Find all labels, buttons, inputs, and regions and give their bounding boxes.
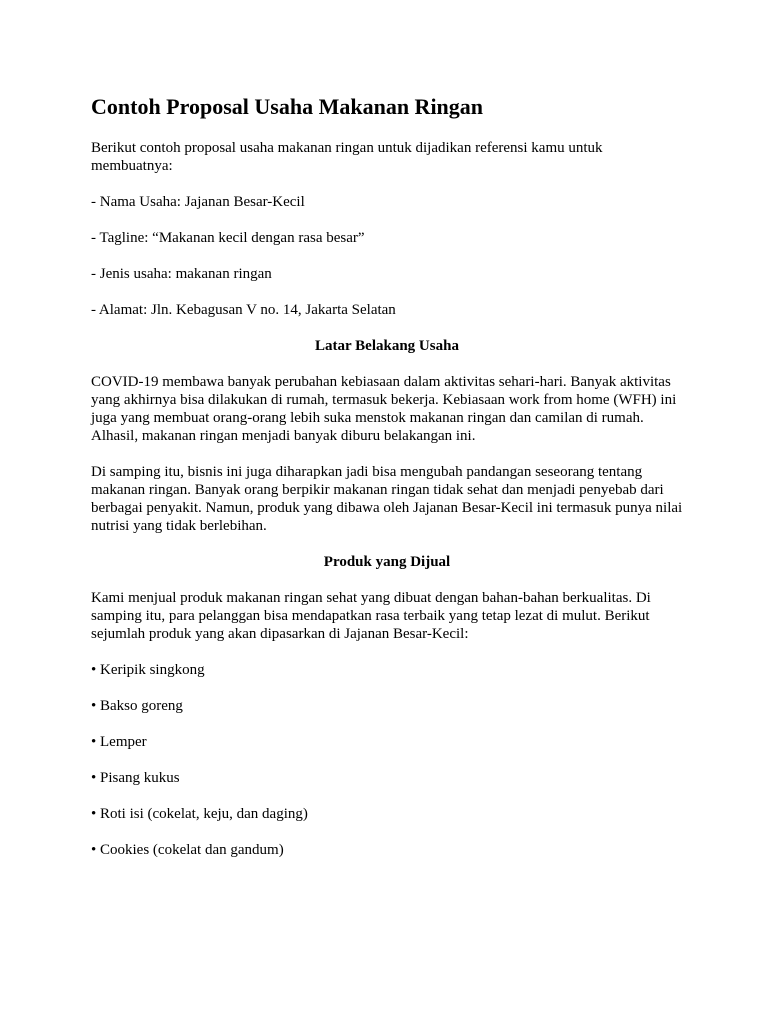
product-item: • Cookies (cokelat dan gandum) <box>91 842 284 858</box>
intro-paragraph: Berikut contoh proposal usaha makanan ringan untuk dijadikan referensi kamu untuk membuatnya: <box>91 140 603 174</box>
document-page <box>91 93 683 859</box>
product-item: • Keripik singkong <box>91 662 205 678</box>
background-paragraph-1: COVID-19 membawa banyak perubahan kebiasaan dalam aktivitas sehari-hari. Banyak aktivitas yang akhirnya bisa dilakukan di rumah, termasuk bekerja. Kebiasaan work from home (WFH) ini juga yang membuat orang-orang lebih suka menstok makanan ringan dan camilan di rumah. Alhasil, makanan ringan menjadi banyak diburu belakangan ini. <box>91 374 677 444</box>
product-item: • Roti isi (cokelat, keju, dan daging) <box>91 806 308 822</box>
product-item: • Pisang kukus <box>91 770 180 786</box>
detail-business-type: - Jenis usaha: makanan ringan <box>91 266 272 282</box>
detail-tagline: - Tagline: “Makanan kecil dengan rasa besar” <box>91 230 365 246</box>
detail-business-name: - Nama Usaha: Jajanan Besar-Kecil <box>91 194 305 210</box>
detail-address: - Alamat: Jln. Kebagusan V no. 14, Jakarta Selatan <box>91 302 396 318</box>
section-heading-products: Produk yang Dijual <box>323 554 451 570</box>
document-title: Contoh Proposal Usaha Makanan Ringan <box>91 94 484 119</box>
product-item: • Lemper <box>91 734 147 750</box>
products-paragraph: Kami menjual produk makanan ringan sehat yang dibuat dengan bahan-bahan berkualitas. Di samping itu, para pelanggan bisa mendapatkan rasa terbaik yang tetap lezat di mulut. Berikut sejumlah produk yang akan dipasarkan di Jajanan Besar-Kecil: <box>91 590 651 642</box>
section-heading-background: Latar Belakang Usaha <box>315 338 459 354</box>
product-item: • Bakso goreng <box>91 698 183 714</box>
background-paragraph-2: Di samping itu, bisnis ini juga diharapkan jadi bisa mengubah pandangan seseorang tentang makanan ringan. Banyak orang berpikir makanan ringan tidak sehat dan menjadi penyebab dari berbagai penyakit. Namun, produk yang dibawa oleh Jajanan Besar-Kecil ini termasuk punya nilai nutrisi yang tidak berlebihan. <box>91 464 683 534</box>
